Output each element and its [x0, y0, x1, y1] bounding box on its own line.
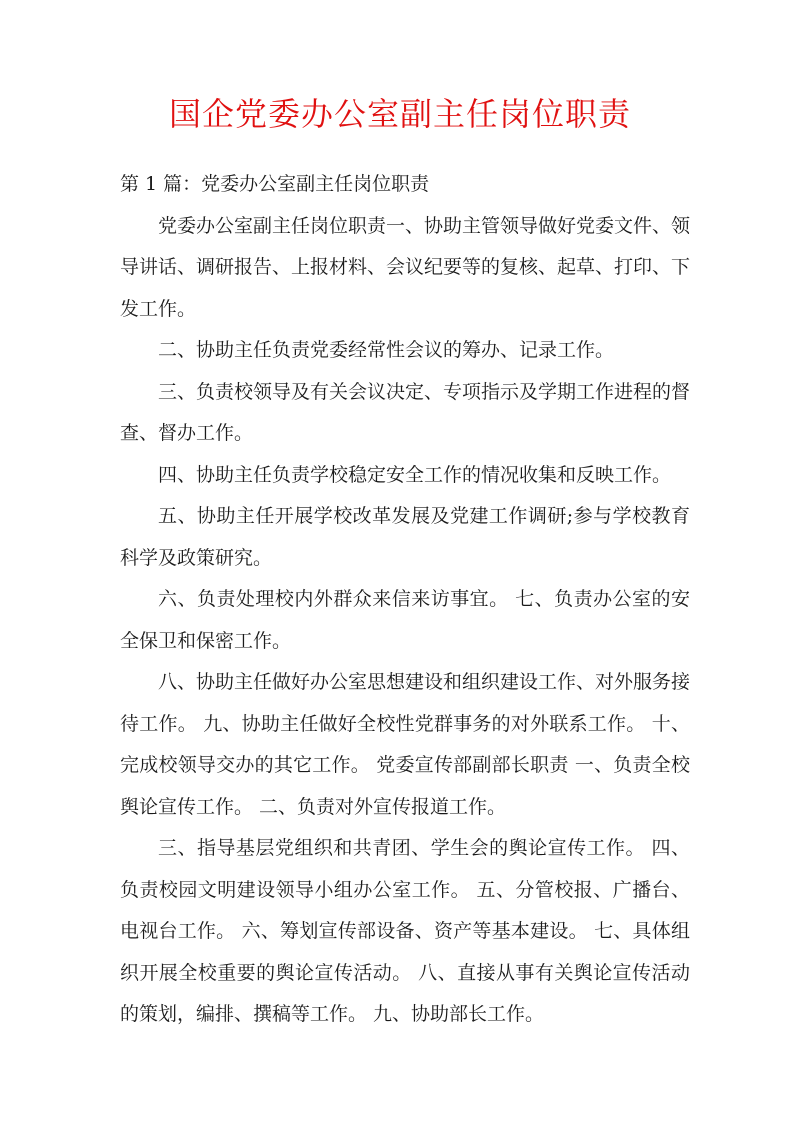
paragraph: 二、协助主任负责党委经常性会议的筹办、记录工作。 — [158, 339, 615, 361]
document-body — [120, 164, 690, 1036]
paragraph: 三、指导基层党组织和共青团、学生会的舆论宣传工作。 四、负责校园文明建设领导小组办公室工作。 五、分管校报、广播台、电视台工作。 六、筹划宣传部设备、资产等基本建设。 七、具体组织开展全校重要的舆论宣传活动。 八、直接从事有关舆论宣传活动的策划，编排、撰稿等工作。 九、协助部长工作。 — [120, 837, 690, 1025]
paragraph: 四、协助主任负责学校稳定安全工作的情况收集和反映工作。 — [158, 463, 672, 486]
page-title: 国企党委办公室副主任岗位职责 — [168, 95, 631, 133]
paragraph: 五、协助主任开展学校改革发展及党建工作调研;参与学校教育科学及政策研究。 — [120, 505, 690, 569]
paragraph: 六、负责处理校内外群众来信来访事宜。 七、负责办公室的安全保卫和保密工作。 — [120, 588, 690, 652]
paragraph: 党委办公室副主任岗位职责一、协助主管领导做好党委文件、领导讲话、调研报告、上报材料、会议纪要等的复核、起草、打印、下发工作。 — [120, 214, 691, 320]
paragraph: 三、负责校领导及有关会议决定、专项指示及学期工作进程的督查、督办工作。 — [120, 380, 691, 444]
section-subtitle: 第 1 篇：党委办公室副主任岗位职责 — [120, 173, 430, 195]
paragraph: 八、协助主任做好办公室思想建设和组织建设工作、对外服务接待工作。 九、协助主任做好全校性党群事务的对外联系工作。 十、完成校领导交办的其它工作。 党委宣传部副部长职责 一、负责全校舆论宣传工作。 二、负责对外宣传报道工作。 — [120, 671, 691, 818]
